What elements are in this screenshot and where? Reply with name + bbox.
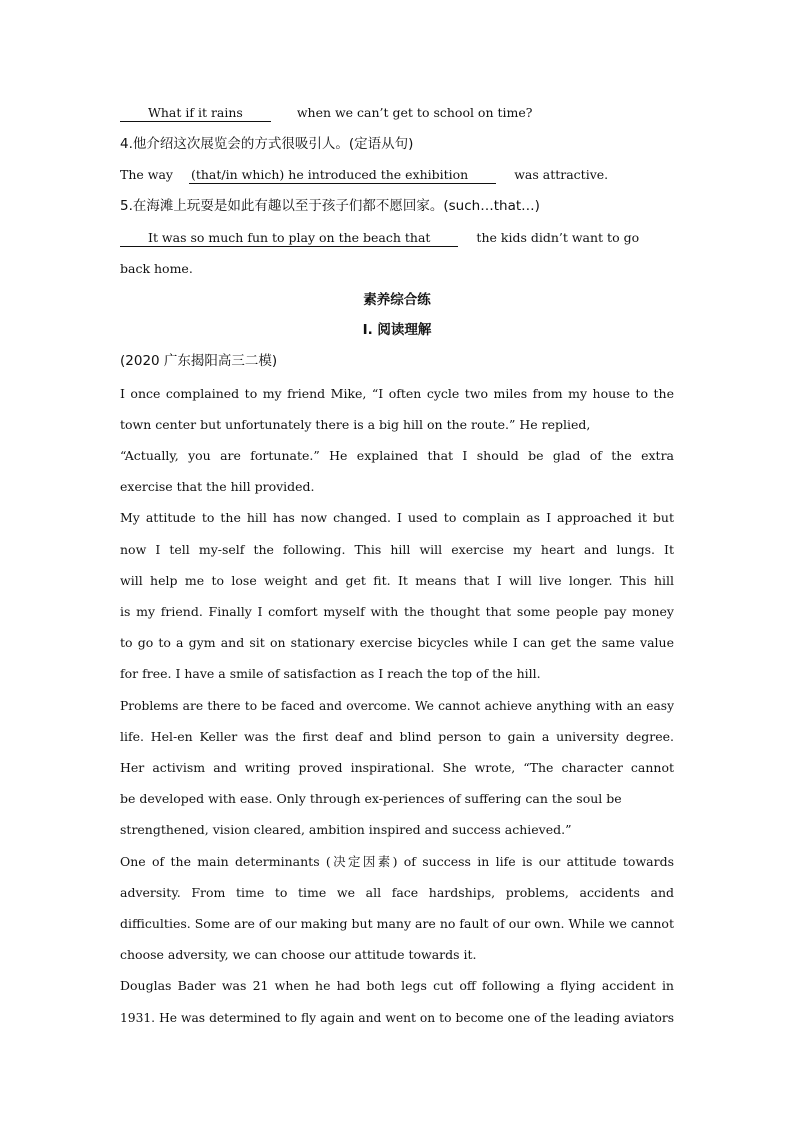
sentence-end: was attractive.: [514, 167, 609, 182]
answer-text: It was so much fun to play on the beach that: [148, 230, 431, 245]
passage-line: adversity. From time to time we all face hardships, problems, accidents and: [120, 885, 674, 900]
sentence-rest: when we can’t get to school on time?: [296, 105, 533, 120]
passage-line: exercise that the hill provided.: [120, 479, 315, 494]
section-subtitle: Ⅰ. 阅读理解: [362, 322, 432, 338]
question-4-answer-line: [120, 165, 674, 185]
passage-source: (2020 广东揭阳高三二模): [120, 353, 278, 369]
passage-line: Problems are there to be faced and overcome. We cannot achieve anything with an easy: [120, 699, 674, 713]
sentence-end: the kids didn’t want to go: [476, 230, 640, 245]
answer-text: What if it rains: [148, 105, 243, 120]
passage-line: Her activism and writing proved inspirational. She wrote, “The character cannot: [120, 760, 674, 775]
passage-line: strengthened, vision cleared, ambition inspired and success achieved.”: [120, 822, 572, 837]
sentence-start: The way: [120, 167, 173, 182]
answer-blank: [189, 166, 496, 184]
passage-line: to go to a gym and sit on stationary exercise bicycles while I can get the same value: [120, 635, 674, 650]
answer-text: (that/in which) he introduced the exhibition: [190, 167, 469, 182]
passage-line: for free. I have a smile of satisfaction as I reach the top of the hill.: [120, 666, 541, 681]
question-5-prompt: 5.在海滩上玩耍是如此有趣以至于孩子们都不愿回家。(such…that…): [120, 198, 540, 214]
passage-line: I once complained to my friend Mike, “I often cycle two miles from my house to the: [120, 386, 674, 401]
passage-line: life. Hel-en Keller was the first deaf and blind person to gain a university degree.: [120, 729, 674, 744]
answer-blank: [120, 229, 458, 247]
question-4-prompt: 4.他介绍这次展览会的方式很吸引人。(定语从句): [120, 136, 414, 152]
passage-line: is my friend. Finally I comfort myself with the thought that some people pay money: [120, 604, 674, 619]
passage-line: now I tell my-self the following. This hill will exercise my heart and lungs. It: [120, 542, 674, 557]
passage-line: 1931. He was determined to fly again and went on to become one of the leading aviators: [120, 1011, 674, 1025]
answer-blank: [120, 104, 271, 122]
answer-line-1: [120, 103, 674, 123]
passage-line: will help me to lose weight and get fit. It means that I will live longer. This hill: [120, 573, 674, 588]
question-5-answer-line: [120, 228, 674, 248]
passage-line: “Actually, you are fortunate.” He explained that I should be glad of the extra: [120, 448, 674, 463]
passage-line: My attitude to the hill has now changed. I used to complain as I approached it but: [120, 510, 674, 525]
passage-line: One of the main determinants (决定因素) of success in life is our attitude towards: [120, 854, 674, 869]
passage-line: choose adversity, we can choose our attitude towards it.: [120, 947, 477, 962]
passage-line: Douglas Bader was 21 when he had both legs cut off following a flying accident in: [120, 978, 674, 993]
passage-line: be developed with ease. Only through ex-periences of suffering can the soul be: [120, 791, 622, 806]
passage-line: difficulties. Some are of our making but many are no fault of our own. While we cannot: [120, 916, 674, 931]
question-5-continuation: back home.: [120, 261, 193, 276]
section-title: 素养综合练: [363, 292, 431, 308]
passage-line: town center but unfortunately there is a big hill on the route.” He replied,: [120, 417, 591, 432]
